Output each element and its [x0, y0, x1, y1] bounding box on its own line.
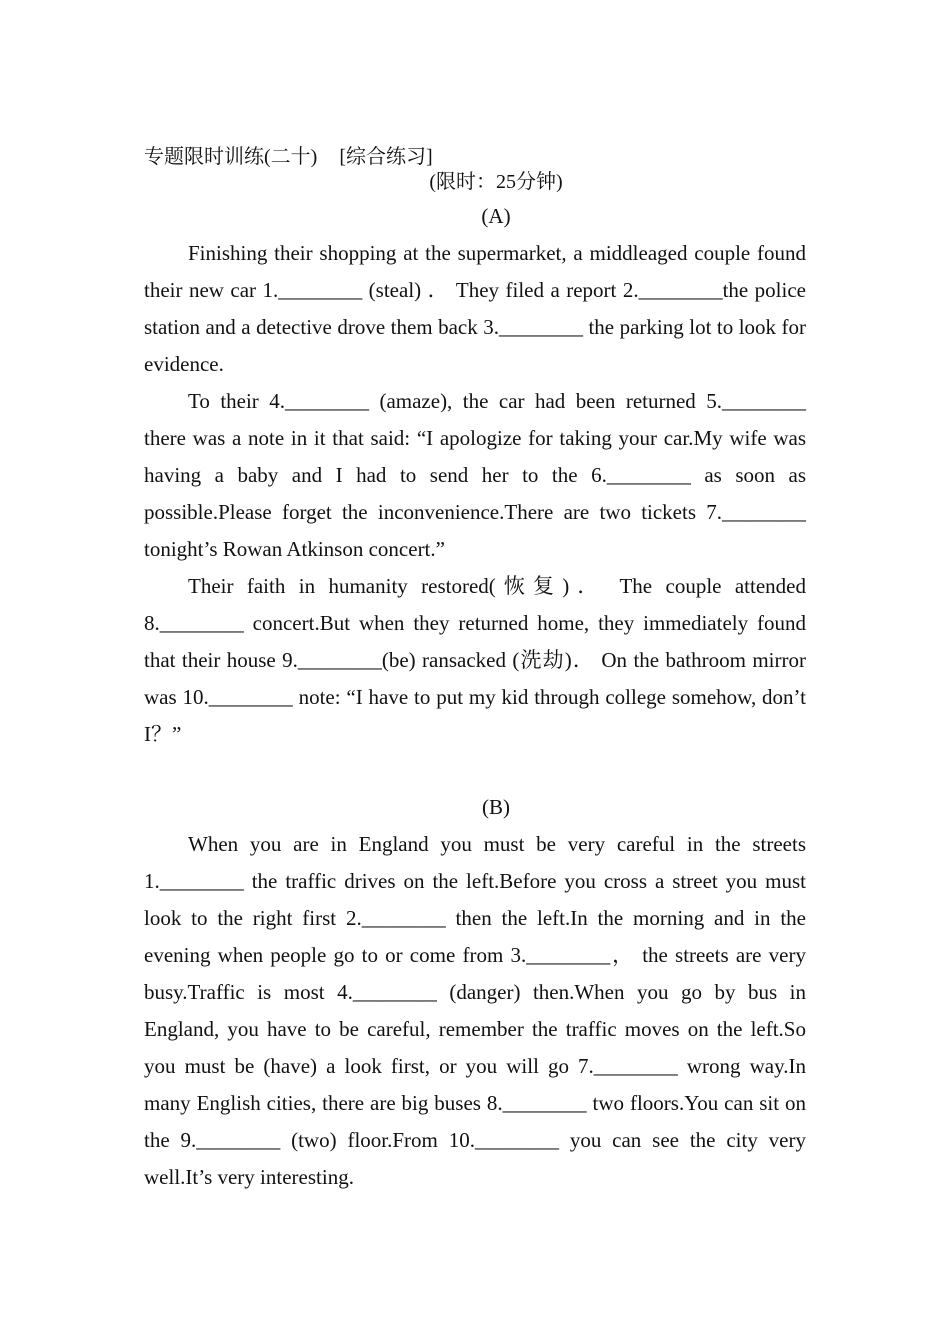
worksheet-page	[144, 144, 806, 1196]
worksheet-header	[144, 144, 806, 170]
section-a-paragraph-3: Their faith in humanity restored(恢复)． The couple attended 8.________ concert.But when they returned home, they immediately found that their house 9.________(be) ransacked (洗劫)． On the bathroom mirror was 10.________ note: “I have to put my kid through college somehow, don’t I？”	[144, 574, 806, 746]
section-b-paragraph-1: When you are in England you must be very careful in the streets 1.________ the traffic drives on the left.Before you cross a street you must look to the right first 2.________ then the left.In the morning and in the evening when people go to or come from 3.________， the streets are very busy.Traffic is most 4.________ (danger) then.When you go by bus in England, you have to be careful, remember the traffic moves on the left.So you must be (have) a look first, or you will go 7.________ wrong way.In many English cities, there are big buses 8.________ two floors.You can sit on the 9.________ (two) floor.From 10.________ you can see the city very well.It’s very interesting.	[144, 832, 806, 1189]
section-b-label: (B)	[482, 795, 510, 819]
section-a-label: (A)	[481, 204, 511, 228]
worksheet-title: 专题限时训练(二十)	[144, 146, 318, 168]
time-limit: (限时：25分钟)	[429, 171, 563, 193]
exercise-type-tag: [综合练习]	[339, 146, 433, 168]
section-a-paragraph-1: Finishing their shopping at the supermarket, a middleaged couple found their new car 1.________ (steal) ． They filed a report 2.________the police station and a detective drove them back 3.________ the parking lot to look for evidence.	[144, 241, 806, 376]
section-a-paragraph-2: To their 4.________ (amaze), the car had been returned 5.________ there was a note in it that said: “I apologize for taking your car.My wife was having a baby and I had to send her to the 6.________ as soon as possible.Please forget the inconvenience.There are two tickets 7.________ tonight’s Rowan Atkinson concert.”	[144, 389, 806, 561]
